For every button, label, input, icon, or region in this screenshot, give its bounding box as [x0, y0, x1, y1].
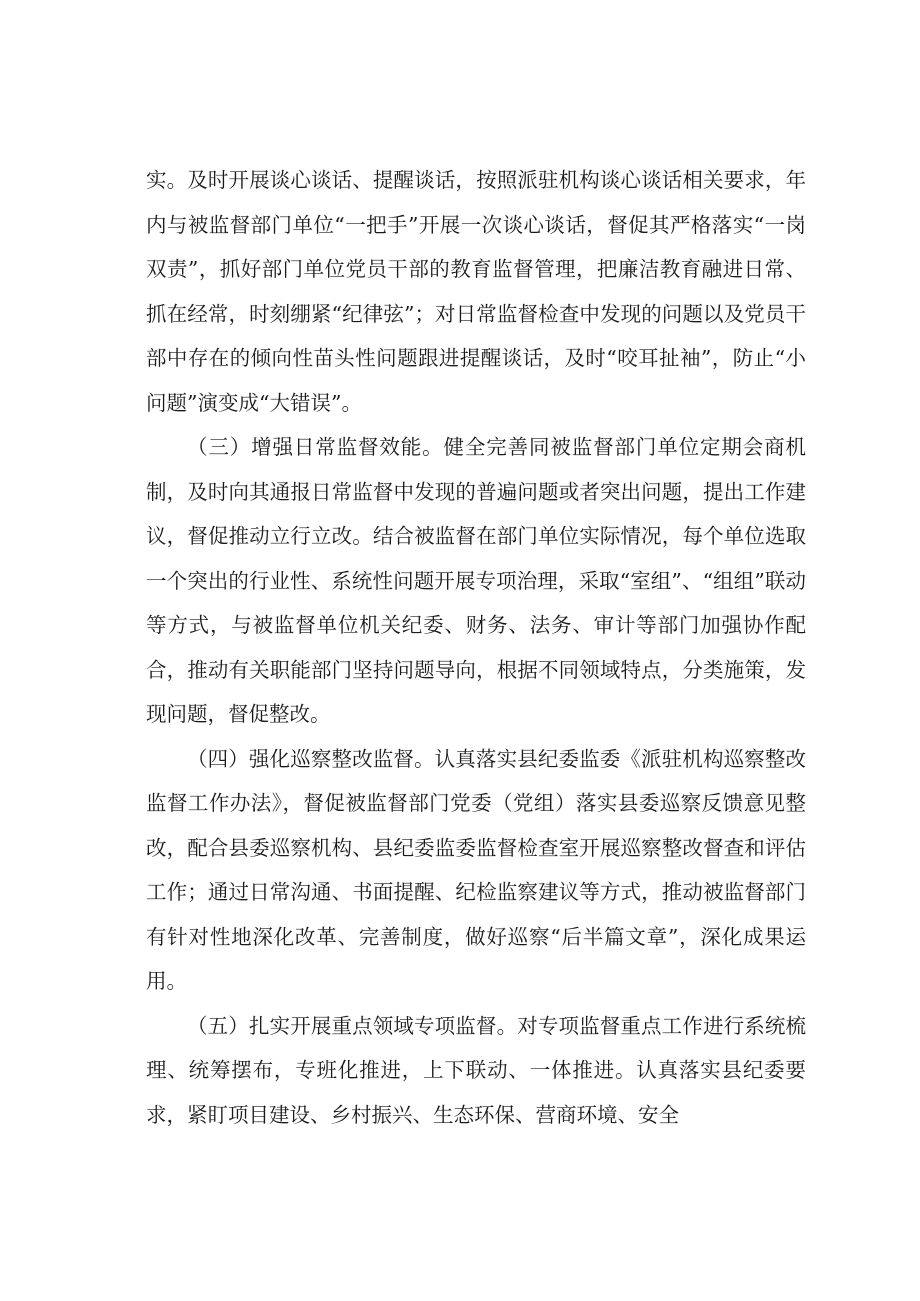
document-body — [146, 158, 806, 1137]
paragraph-section-3: （三）增强日常监督效能。健全完善同被监督部门单位定期会商机制，及时向其通报日常监督中发现的普遍问题或者突出问题，提出工作建议，督促推动立行立改。结合被监督在部门单位实际情况，每个单位选取一个突出的行业性、系统性问题开展专项治理，采取“室组”、“组组”联动等方式，与被监督单位机关纪委、财务、法务、审计等部门加强协作配合，推动有关职能部门坚持问题导向，根据不同领域特点，分类施策，发现问题，督促整改。 — [146, 435, 806, 726]
paragraph-continuation: 实。及时开展谈心谈话、提醒谈话，按照派驻机构谈心谈话相关要求，年内与被监督部门单位“一把手”开展一次谈心谈话，督促其严格落实“一岗双责”，抓好部门单位党员干部的教育监督管理，把廉洁教育融进日常、抓在经常，时刻绷紧“纪律弦”；对日常监督检查中发现的问题以及党员干部中存在的倾向性苗头性问题跟进提醒谈话，及时“咬耳扯袖”，防止“小问题”演变成“大错误”。 — [146, 168, 806, 415]
paragraph-section-4: （四）强化巡察整改监督。认真落实县纪委监委《派驻机构巡察整改监督工作办法》，督促被监督部门党委（党组）落实县委巡察反馈意见整改，配合县委巡察机构、县纪委监委监督检查室开展巡察整改督查和评估工作；通过日常沟通、书面提醒、纪检监察建议等方式，推动被监督部门有针对性地深化改革、完善制度，做好巡察“后半篇文章”，深化成果运用。 — [146, 746, 806, 993]
paragraph-section-5: （五）扎实开展重点领域专项监督。对专项监督重点工作进行系统梳理、统筹摆布，专班化推进，上下联动、一体推进。认真落实县纪委要求，紧盯项目建设、乡村振兴、生态环保、营商环境、安全 — [146, 1013, 806, 1127]
